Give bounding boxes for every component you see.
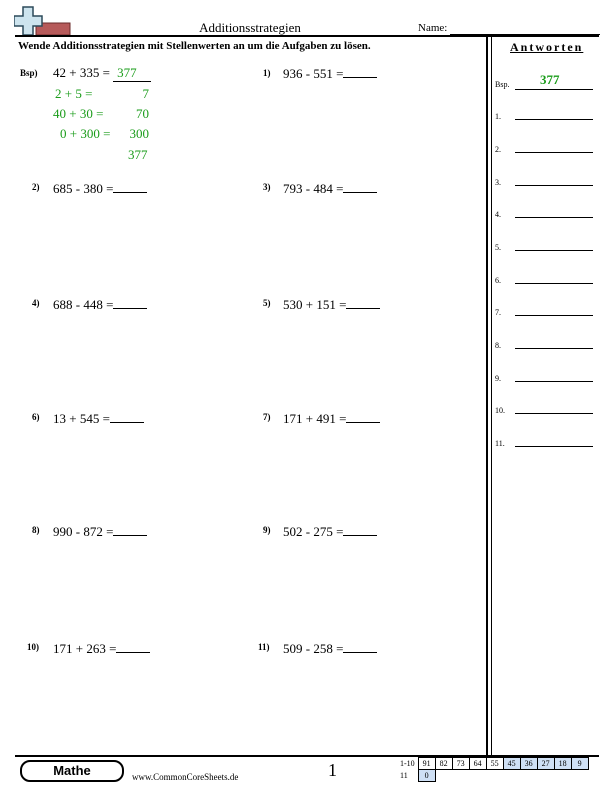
- answer-blank[interactable]: [343, 640, 377, 653]
- answer-line[interactable]: [515, 315, 593, 316]
- answer-line[interactable]: [515, 283, 593, 284]
- answer-column-divider: [486, 35, 488, 755]
- answer-blank[interactable]: [110, 410, 144, 423]
- page-number: 1: [328, 760, 337, 780]
- answer-example-line: [515, 89, 593, 90]
- answer-line[interactable]: [515, 381, 593, 382]
- example-expression: 42 + 335 =: [53, 65, 110, 80]
- problem-number: 8): [32, 525, 40, 535]
- problem-number: 2): [32, 182, 40, 192]
- answer-line[interactable]: [515, 413, 593, 414]
- example-step: [55, 86, 151, 102]
- problem-expression: 509 - 258 =: [283, 641, 344, 656]
- example-step-result: 70: [136, 106, 149, 121]
- answer-blank[interactable]: [113, 523, 147, 536]
- answer-row-label: 11.: [495, 439, 505, 448]
- answer-row-label: 3.: [495, 178, 501, 187]
- problem-number: 5): [263, 298, 271, 308]
- problem-expression: 13 + 545 =: [53, 411, 110, 426]
- answer-blank[interactable]: [116, 640, 150, 653]
- problem-number: 1): [263, 68, 271, 78]
- header-divider: [15, 35, 599, 37]
- answers-title: Antworten: [510, 40, 584, 54]
- problem: [283, 523, 377, 540]
- problem-expression: 688 - 448 =: [53, 297, 114, 312]
- name-label: Name:: [418, 22, 448, 34]
- score-row: [398, 770, 588, 782]
- answer-row-label: 5.: [495, 243, 501, 252]
- problem-expression: 530 + 151 =: [283, 297, 347, 312]
- problem-number: 10): [27, 642, 39, 652]
- score-cell: 82: [435, 758, 452, 770]
- problem: [53, 523, 147, 540]
- score-cell: 64: [469, 758, 486, 770]
- answer-blank[interactable]: [343, 523, 377, 536]
- site-link[interactable]: www.CommonCoreSheets.de: [132, 772, 239, 782]
- example-step-expr: 0 + 300 =: [60, 126, 111, 141]
- answer-row-label: 10.: [495, 406, 505, 415]
- problem: [283, 410, 380, 427]
- answer-line[interactable]: [515, 119, 593, 120]
- answer-line[interactable]: [515, 250, 593, 251]
- problem-number: 6): [32, 412, 40, 422]
- example-problem: [53, 65, 151, 82]
- answer-column-divider-inner: [491, 35, 492, 755]
- answer-row-label: 7.: [495, 308, 501, 317]
- problem: [53, 410, 144, 427]
- example-answer: 377: [113, 65, 151, 82]
- answer-line[interactable]: [515, 446, 593, 447]
- score-cell: 9: [571, 758, 588, 770]
- score-cell: 36: [520, 758, 537, 770]
- answer-blank[interactable]: [343, 65, 377, 78]
- answer-blank[interactable]: [343, 180, 377, 193]
- example-step: [60, 126, 151, 142]
- problem: [283, 640, 377, 657]
- plus-logo-icon: [14, 5, 72, 37]
- problem-expression: 502 - 275 =: [283, 524, 344, 539]
- answer-example-value: 377: [540, 72, 560, 87]
- score-cell: 91: [418, 758, 435, 770]
- example-step-result: 7: [142, 86, 149, 101]
- example-sum: 377: [128, 147, 148, 162]
- problem: [53, 296, 147, 313]
- answer-blank[interactable]: [113, 296, 147, 309]
- score-row-label: 11: [400, 771, 408, 780]
- answer-line[interactable]: [515, 348, 593, 349]
- answer-row-label: 2.: [495, 145, 501, 154]
- example-label: Bsp): [20, 68, 38, 78]
- score-cell: 73: [452, 758, 469, 770]
- problem-number: 3): [263, 182, 271, 192]
- answer-blank[interactable]: [113, 180, 147, 193]
- score-cell: 27: [537, 758, 554, 770]
- answer-line[interactable]: [515, 185, 593, 186]
- problem: [53, 180, 147, 197]
- problem-expression: 171 + 263 =: [53, 641, 117, 656]
- example-step: [53, 106, 151, 122]
- problem-expression: 171 + 491 =: [283, 411, 347, 426]
- answer-row-label: 6.: [495, 276, 501, 285]
- answer-row-label: 8.: [495, 341, 501, 350]
- problem: [283, 65, 377, 82]
- score-cell: 0: [418, 770, 435, 782]
- problem-expression: 936 - 551 =: [283, 66, 344, 81]
- score-table: [398, 757, 589, 782]
- score-cell: 55: [486, 758, 503, 770]
- score-cell: 18: [554, 758, 571, 770]
- answer-row-label: 4.: [495, 210, 501, 219]
- problem-expression: 685 - 380 =: [53, 181, 114, 196]
- instructions: Wende Additionsstrategien mit Stellenwerten an um die Aufgaben zu lösen.: [18, 40, 371, 52]
- answer-row-label: 9.: [495, 374, 501, 383]
- problem: [53, 640, 150, 657]
- problem-number: 4): [32, 298, 40, 308]
- score-cell: 45: [503, 758, 520, 770]
- problem-number: 7): [263, 412, 271, 422]
- answer-line[interactable]: [515, 217, 593, 218]
- example-step-result: 300: [129, 126, 149, 141]
- subject-badge: Mathe: [20, 760, 124, 782]
- answer-blank[interactable]: [346, 296, 380, 309]
- example-step-expr: 2 + 5 =: [55, 86, 93, 101]
- score-row: [398, 758, 588, 770]
- answer-blank[interactable]: [346, 410, 380, 423]
- problem-expression: 990 - 872 =: [53, 524, 114, 539]
- example-step-expr: 40 + 30 =: [53, 106, 104, 121]
- problem: [283, 180, 377, 197]
- problem: [283, 296, 380, 313]
- score-row-label: 1-10: [400, 759, 415, 768]
- worksheet-title: Additionsstrategien: [199, 20, 301, 35]
- answer-line[interactable]: [515, 152, 593, 153]
- problem-expression: 793 - 484 =: [283, 181, 344, 196]
- problem-number: 11): [258, 642, 270, 652]
- problem-number: 9): [263, 525, 271, 535]
- answer-example-label: Bsp.: [495, 80, 510, 89]
- answer-row-label: 1.: [495, 112, 501, 121]
